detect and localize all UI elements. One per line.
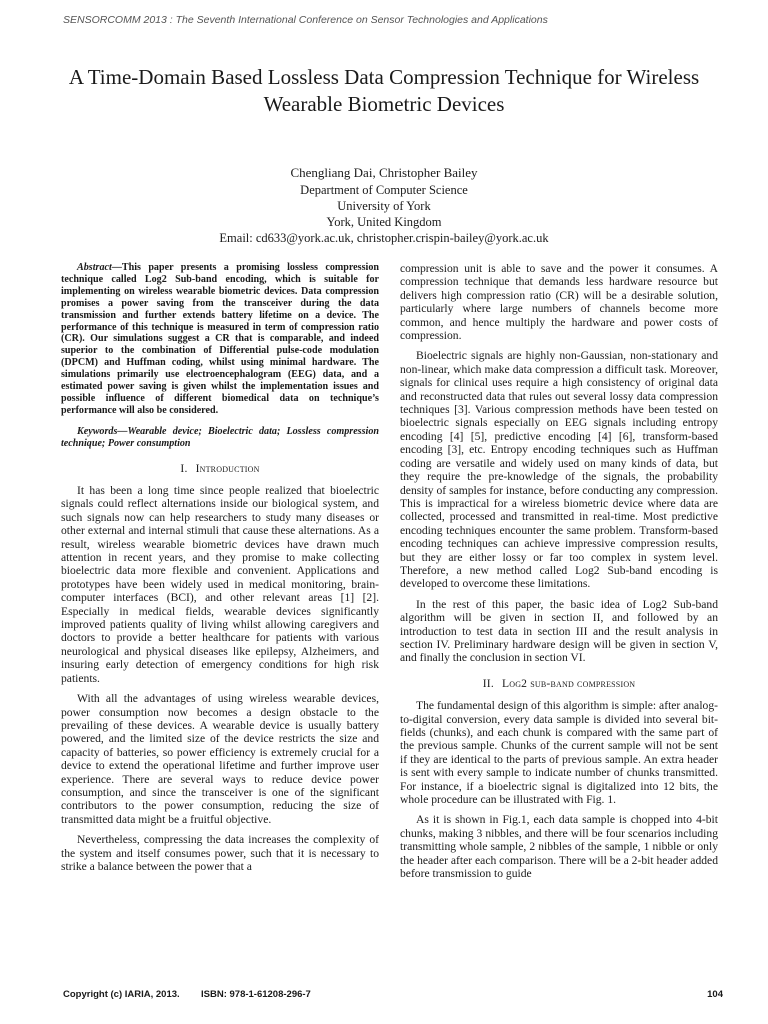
paper-title: A Time-Domain Based Lossless Data Compression Technique for Wireless Wearable Biometric Devices (68, 65, 700, 116)
abstract-text: —This paper presents a promising lossless compression technique called Log2 Sub-band encoding, which is suitable for implementing on wireless wearable biometric devices. Data compression promises a power saving from the transceiver during the data transmission and further extends battery lifetime on a device. The performance of this technique is measured in term of compression ratio (CR). Our simulations suggest a CR that is comparable, and indeed superior to the combination of Differential pulse-code modulation (DPCM) and Huffman coding, whilst using minimal hardware. The simulations primarily use electroencephalogram (EEG) data, and a estimated power saving is given whilst the implementation issues and possible influence of different biomedical data on technique’s performance will also be considered. (61, 262, 379, 416)
paragraph: As it is shown in Fig.1, each data sample is chopped into 4-bit chunks, making 3 nibbles, and there will be four scenarios including transmitting whole sample, 2 nibbles of the sample, 1 nibble or only the header after each comparison. There will be a 2-bit header added before transmission to guide (400, 813, 718, 881)
abstract-label: Abstract (77, 262, 112, 273)
copyright: Copyright (c) IARIA, 2013. (63, 989, 180, 1000)
isbn: ISBN: 978-1-61208-296-7 (201, 989, 311, 1000)
section-number: I. (180, 461, 188, 475)
author-university: University of York (337, 199, 431, 213)
section-number: II. (482, 676, 494, 690)
paragraph: Bioelectric signals are highly non-Gaussian, non-stationary and non-linear, which make data compression a difficult task. Moreover, signals for clinical uses require a high consistency of original data and reconstructed data that rules out several lossy data compression techniques [3]. Various compression methods have been tested on bioelectric signals especially on EEG signals including entropy encoding [4] [5], predictive encoding [4] [6], transform-based encoding [3], etc. Entropy encoding techniques such as Huffman coding are versatile and widely used on many kinds of data, but they require the pre-knowledge of the signals, the probability density of samples for instance, before conducting any compression. This is impractical for a wireless biometric device where data are collected, processed and transmitted in real-time. Most predictive encoding techniques encounter the same problem. Transform-based encoding techniques can achieve impressive compression results, but they are either lossy or far too complex in system level. Therefore, a new method called Log2 Sub-band encoding is developed to overcome these limitations. (400, 349, 718, 591)
section-title: Log2 sub-band compression (501, 676, 636, 690)
abstract (61, 262, 379, 417)
paragraph: With all the advantages of using wireless wearable devices, power consumption now becomes a design obstacle to the prevailing of these devices. A wearable device is usually battery powered, and the limited size of the device restricts the size and capacity of batteries, so power efficiency is extremely crucial for a device to extend the operational lifetime and further improve user experience. There are several ways to reduce device power consumption, and since the transceiver is one of the significant contributors to the power consumption, reducing the size of transmitted data might be a fruitful objective. (61, 692, 379, 826)
author-department: Department of Computer Science (300, 183, 468, 197)
paragraph: It has been a long time since people realized that bioelectric signals could reflect alternations inside our biological system, and such signals now can help researchers to study many diseases or other external and internal stimuli that cause these alternations. As a result, wireless wearable biometric devices have drawn much attention in recent years, and they promise to make collecting bioelectric data more flexible and convenient. Applications and prototypes have been widely used in medical monitoring, brain-computer interfaces (BCI), and other relevant areas [1] [2]. Especially in medical fields, wearable devices significantly improved patients quality of living whilst allowing caregivers and doctors to provide a better healthcare for patients with various neurological and physical diseases like epilepsy, Alzheimers, and insuring early detection of emergency conditions for high risk patients. (61, 484, 379, 685)
paragraph: The fundamental design of this algorithm is simple: after analog-to-digital conversion, every data sample is divided into several bit-fields (chunks), and each chunk is compared with the same part of the previous sample. Chunks of the current sample will not be sent if they are identical to the parts of previous sample. An extra header is sent with every sample to indicate number of chunks transmitted. For instance, if a bioelectric signal is digitalized into 12 bits, the whole procedure can be illustrated with Fig. 1. (400, 699, 718, 807)
author-email: Email: cd633@york.ac.uk, christopher.crispin-bailey@york.ac.uk (219, 231, 549, 245)
left-column (61, 262, 379, 880)
page-number: 104 (707, 989, 723, 1000)
author-block (40, 165, 728, 246)
section-heading-log2-subband (400, 677, 718, 690)
paragraph: Nevertheless, compressing the data increases the complexity of the system and itself consumes power, such that it is necessary to strike a balance between the power that a (61, 833, 379, 873)
paragraph: In the rest of this paper, the basic idea of Log2 Sub-band algorithm will be given in section II, and followed by an introduction to test data in section III and the result analysis in section IV. Preliminary hardware design will be given in section V, and finally the conclusion in section VI. (400, 597, 718, 665)
right-column (400, 262, 718, 887)
author-names: Chengliang Dai, Christopher Bailey (290, 165, 478, 180)
keywords: Keywords—Wearable device; Bioelectric data; Lossless compression technique; Power consumption (61, 425, 379, 449)
author-city: York, United Kingdom (326, 215, 442, 229)
section-title: Introduction (195, 461, 260, 475)
paragraph: compression unit is able to save and the power it consumes. A compression technique that demands less hardware resource but delivers high compression ratio (CR) will be a desirable solution, particularly where large numbers of channels become more common, and hence multiply the hardware and power costs of compression. (400, 262, 718, 343)
conference-header: SENSORCOMM 2013 : The Seventh International Conference on Sensor Technologies and Applications (63, 14, 548, 26)
section-heading-introduction (61, 462, 379, 475)
